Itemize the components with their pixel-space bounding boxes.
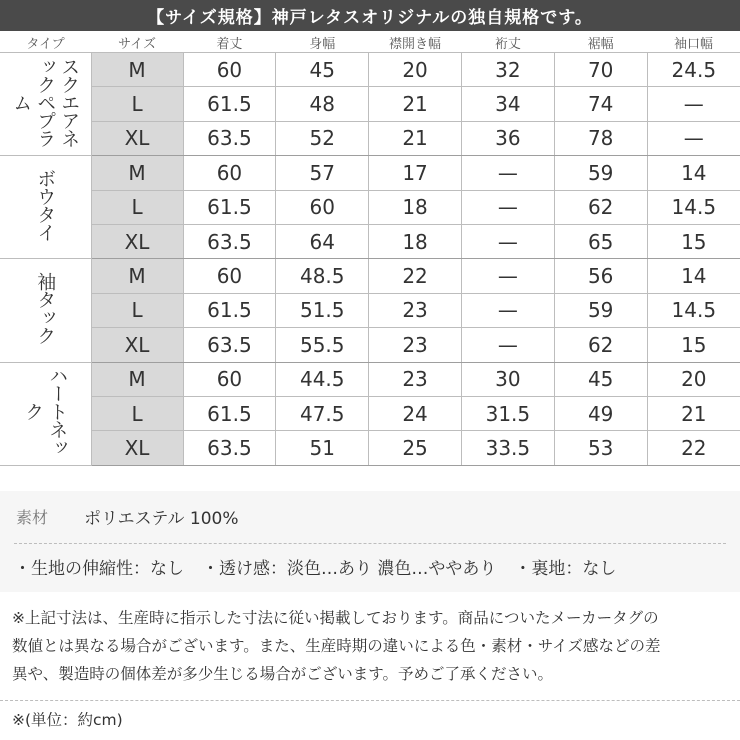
size-cell: M [91, 156, 183, 190]
value-cell: 24 [369, 396, 462, 430]
size-spec-banner: 【サイズ規格】神戸レタスオリジナルの独自規格です。 [0, 0, 740, 31]
value-cell: 44.5 [276, 362, 369, 396]
value-cell: 56 [554, 259, 647, 293]
value-cell: 21 [369, 121, 462, 155]
stretch-property: ・生地の伸縮性：なし [14, 558, 184, 579]
table-row [0, 87, 740, 121]
type-label: 袖タック [34, 271, 57, 344]
value-cell: 31.5 [461, 396, 554, 430]
value-cell: 15 [647, 328, 740, 362]
material-info-box [0, 491, 740, 592]
note-line: 異や、製造時の個体差が多少生じる場合がございます。予めご了承ください。 [12, 665, 553, 683]
value-cell: 14 [647, 259, 740, 293]
value-cell: 51 [276, 431, 369, 465]
size-cell: M [91, 53, 183, 87]
value-cell: 63.5 [183, 121, 276, 155]
value-cell: — [647, 121, 740, 155]
value-cell: 14.5 [647, 293, 740, 327]
table-row [0, 259, 740, 293]
table-row [0, 224, 740, 258]
value-cell: 64 [276, 224, 369, 258]
value-cell: 34 [461, 87, 554, 121]
header-sleeve-length: 裄丈 [461, 33, 554, 53]
value-cell: 63.5 [183, 431, 276, 465]
type-cell [0, 259, 91, 362]
type-label: ハートネック [22, 366, 69, 457]
type-label: ボウタイ [34, 168, 57, 241]
value-cell: 61.5 [183, 396, 276, 430]
type-cell [0, 156, 91, 259]
value-cell: 18 [369, 190, 462, 224]
value-cell: 30 [461, 362, 554, 396]
value-cell: 60 [183, 362, 276, 396]
value-cell: 53 [554, 431, 647, 465]
unit-divider [0, 700, 740, 701]
value-cell: 74 [554, 87, 647, 121]
size-cell: M [91, 362, 183, 396]
value-cell: 62 [554, 190, 647, 224]
header-length: 着丈 [183, 33, 276, 53]
note-line: ※上記寸法は、生産時に指示した寸法に従い掲載しております。商品についたメーカータグの [12, 609, 659, 627]
table-row [0, 190, 740, 224]
type-cell [0, 53, 91, 156]
value-cell: 59 [554, 293, 647, 327]
table-row [0, 328, 740, 362]
value-cell: 60 [276, 190, 369, 224]
value-cell: 21 [647, 396, 740, 430]
value-cell: 17 [369, 156, 462, 190]
header-type: タイプ [0, 33, 91, 53]
value-cell: 78 [554, 121, 647, 155]
size-cell: L [91, 293, 183, 327]
value-cell: 20 [369, 53, 462, 87]
value-cell: 21 [369, 87, 462, 121]
info-divider [14, 543, 726, 544]
measurement-notes [12, 604, 732, 688]
table-row [0, 293, 740, 327]
header-size: サイズ [91, 33, 183, 53]
value-cell: — [461, 293, 554, 327]
value-cell: 51.5 [276, 293, 369, 327]
value-cell: 25 [369, 431, 462, 465]
header-hem-width: 裾幅 [554, 33, 647, 53]
table-row [0, 396, 740, 430]
value-cell: 23 [369, 328, 462, 362]
size-cell: L [91, 396, 183, 430]
size-cell: XL [91, 328, 183, 362]
value-cell: 61.5 [183, 293, 276, 327]
table-row [0, 156, 740, 190]
table-row [0, 53, 740, 87]
material-value: ポリエステル 100% [84, 508, 239, 529]
value-cell: 15 [647, 224, 740, 258]
value-cell: — [461, 156, 554, 190]
value-cell: 45 [276, 53, 369, 87]
size-cell: XL [91, 431, 183, 465]
value-cell: 60 [183, 156, 276, 190]
material-label: 素材 [16, 507, 49, 527]
value-cell: 33.5 [461, 431, 554, 465]
value-cell: 18 [369, 224, 462, 258]
size-cell: L [91, 87, 183, 121]
value-cell: 20 [647, 362, 740, 396]
size-table [0, 33, 740, 466]
table-row [0, 121, 740, 155]
value-cell: 48.5 [276, 259, 369, 293]
value-cell: 36 [461, 121, 554, 155]
value-cell: — [461, 259, 554, 293]
value-cell: 24.5 [647, 53, 740, 87]
value-cell: 23 [369, 362, 462, 396]
value-cell: 65 [554, 224, 647, 258]
value-cell: 52 [276, 121, 369, 155]
value-cell: 45 [554, 362, 647, 396]
value-cell: — [461, 328, 554, 362]
value-cell: — [647, 87, 740, 121]
value-cell: 49 [554, 396, 647, 430]
value-cell: 23 [369, 293, 462, 327]
value-cell: — [461, 190, 554, 224]
lining-property: ・裏地：なし [514, 558, 617, 579]
material-row [16, 504, 238, 528]
value-cell: 22 [647, 431, 740, 465]
fabric-properties [14, 553, 634, 579]
type-label: スクエアネックペプラム [10, 56, 81, 147]
value-cell: 63.5 [183, 328, 276, 362]
table-header-row [0, 33, 740, 53]
note-line: 数値とは異なる場合がございます。また、生産時期の違いによる色・素材・サイズ感などの差 [12, 637, 661, 655]
size-cell: M [91, 259, 183, 293]
value-cell: 61.5 [183, 190, 276, 224]
value-cell: 61.5 [183, 87, 276, 121]
value-cell: 14.5 [647, 190, 740, 224]
value-cell: 60 [183, 53, 276, 87]
table-row [0, 431, 740, 465]
type-cell [0, 362, 91, 465]
value-cell: 63.5 [183, 224, 276, 258]
value-cell: 48 [276, 87, 369, 121]
value-cell: 55.5 [276, 328, 369, 362]
table-row [0, 362, 740, 396]
value-cell: 62 [554, 328, 647, 362]
header-neck-width: 襟開き幅 [369, 33, 462, 53]
size-cell: XL [91, 224, 183, 258]
value-cell: 60 [183, 259, 276, 293]
value-cell: 57 [276, 156, 369, 190]
value-cell: 59 [554, 156, 647, 190]
value-cell: 47.5 [276, 396, 369, 430]
size-cell: L [91, 190, 183, 224]
header-body-width: 身幅 [276, 33, 369, 53]
value-cell: 70 [554, 53, 647, 87]
value-cell: 22 [369, 259, 462, 293]
value-cell: — [461, 224, 554, 258]
unit-note: ※(単位：約cm) [12, 711, 123, 729]
value-cell: 32 [461, 53, 554, 87]
value-cell: 14 [647, 156, 740, 190]
sheerness-property: ・透け感：淡色…あり 濃色…ややあり [202, 558, 497, 579]
header-cuff-width: 袖口幅 [647, 33, 740, 53]
size-cell: XL [91, 121, 183, 155]
